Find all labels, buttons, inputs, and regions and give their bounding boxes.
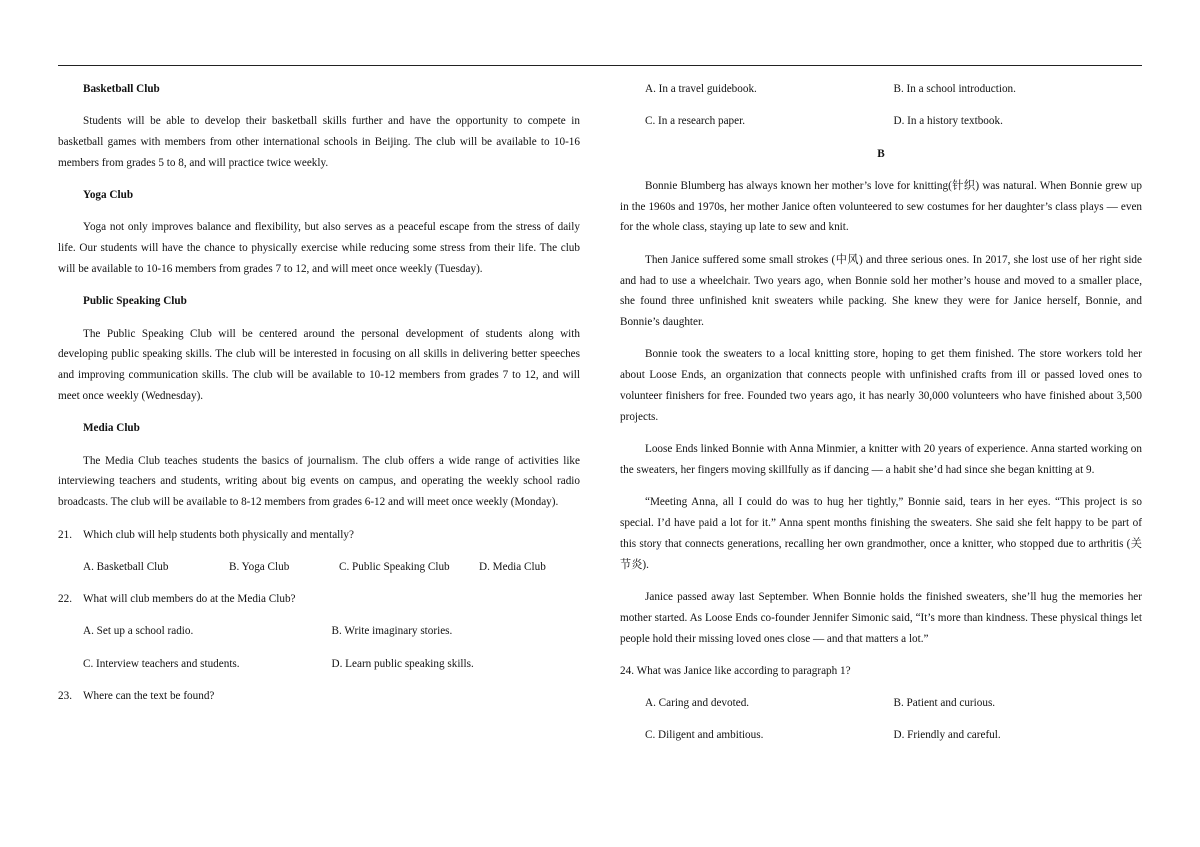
- question-22: [58, 589, 580, 610]
- question-22-options-row-1: [58, 621, 580, 642]
- club-description-yoga: Yoga not only improves balance and flexibility, but also serves as a peaceful escape from the stress of daily life. Our students will have the chance to physically exercise while reducing some stress from their life. The club will be available to 10-16 members from grades 7 to 12, and will meet once weekly (Tuesday).: [58, 221, 580, 276]
- question-22-number: 22.: [58, 593, 72, 606]
- question-23-number: 23.: [58, 690, 72, 703]
- option-22-b[interactable]: B. Write imaginary stories.: [331, 625, 453, 638]
- club-description-basketball: Students will be able to develop their basketball skills further and have the opportunity to compete in basketball games with members from other international schools in Beijing. The club will be available to 10-16 members from grades 5 to 8, and will practice twice weekly.: [58, 115, 580, 169]
- club-description-media: The Media Club teaches students the basics of journalism. The club offers a wide range of activities like interviewing teachers and students, writing about big events on campus, and operating the weekly school radio broadcasts. The club will be available to 8-12 members from grades 6-12 and will meet once weekly (Monday).: [58, 454, 580, 509]
- option-21-b[interactable]: B. Yoga Club: [229, 560, 290, 573]
- option-23-a[interactable]: A. In a travel guidebook.: [645, 83, 757, 95]
- option-24-c[interactable]: C. Diligent and ambitious.: [645, 729, 764, 742]
- option-24-b[interactable]: B. Patient and curious.: [893, 697, 996, 710]
- question-24-options-row-2: [620, 725, 1142, 746]
- question-24: 24. What was Janice like according to paragraph 1?: [620, 664, 851, 677]
- club-heading-public-speaking: Public Speaking Club: [83, 295, 187, 308]
- passage-paragraph-2: Then Janice suffered some small strokes (中风) and three serious ones. In 2017, she lost use of her right side and had to use a wheelchair. Two years ago, when Bonnie sold her mother’s house and moved to a smaller place, she found three unfinished knit sweaters while packing. She knew they were for Janice herself, Bonnie, and Bonnie’s daughter.: [620, 253, 1142, 329]
- question-21-number: 21.: [58, 528, 72, 541]
- question-22-text: What will club members do at the Media Club?: [83, 593, 296, 606]
- question-21-text: Which club will help students both physically and mentally?: [83, 528, 354, 541]
- option-21-d[interactable]: D. Media Club: [479, 560, 546, 573]
- question-23-options-row-2: [620, 111, 1142, 132]
- right-column: [620, 79, 1142, 758]
- passage-paragraph-4: Loose Ends linked Bonnie with Anna Minmier, a knitter with 20 years of experience. Anna started working on the sweaters, her fingers moving skillfully as if dancing — a habit she’d had since she began knitting at 9.: [620, 443, 1142, 476]
- option-22-a[interactable]: A. Set up a school radio.: [83, 625, 194, 638]
- option-22-d[interactable]: D. Learn public speaking skills.: [331, 657, 474, 670]
- passage-paragraph-3: Bonnie took the sweaters to a local knitting store, hoping to get them finished. The store workers told her about Loose Ends, an organization that connects people with unfinished crafts from ill or passed loved ones to volunteer finishers for free. Founded two years ago, it has nearly 30,000 volunteers who have finished about 3,500 projects.: [620, 348, 1142, 423]
- question-23-text: Where can the text be found?: [83, 690, 215, 703]
- section-label: B: [877, 147, 885, 160]
- question-24-options-row-1: [620, 693, 1142, 714]
- passage-paragraph-6: Janice passed away last September. When Bonnie holds the finished sweaters, she’ll hug the memories her mother started. As Loose Ends co-founder Jennifer Simonic said, “It’s more than kindness. These physical things let people hold their missing loved ones close — and that matters a lot.”: [620, 590, 1142, 645]
- passage-paragraph-1: Bonnie Blumberg has always known her mother’s love for knitting(针织) was natural. When Bonnie grew up in the 1960s and 1970s, her mother Janice often volunteered to sew costumes for her daughter’s class plays — even for the whole class, staying up late to sew and knit.: [620, 179, 1142, 234]
- option-24-a[interactable]: A. Caring and devoted.: [645, 697, 750, 710]
- club-heading-basketball: Basketball Club: [83, 83, 160, 95]
- club-heading-yoga: Yoga Club: [83, 189, 134, 202]
- question-23-options-row-1: [620, 79, 1142, 100]
- question-23: [58, 686, 580, 707]
- question-21-options: [58, 557, 580, 578]
- top-rule: [58, 65, 1142, 66]
- club-description-public-speaking: The Public Speaking Club will be centered around the personal development of students along with developing public speaking skills. The club will be interested in focusing on all skills in delivering better speeches and improving communication skills. The club will be available to 10-12 members from grades 7 to 12, and will meet once weekly (Wednesday).: [58, 327, 580, 403]
- option-23-d[interactable]: D. In a history textbook.: [893, 115, 1003, 128]
- question-21: [58, 525, 580, 546]
- option-24-d[interactable]: D. Friendly and careful.: [893, 729, 1001, 742]
- option-21-c[interactable]: C. Public Speaking Club: [339, 560, 450, 573]
- option-23-b[interactable]: B. In a school introduction.: [893, 83, 1016, 95]
- option-22-c[interactable]: C. Interview teachers and students.: [83, 657, 240, 670]
- option-21-a[interactable]: A. Basketball Club: [83, 560, 169, 573]
- question-22-options-row-2: [58, 654, 580, 675]
- passage-paragraph-5: “Meeting Anna, all I could do was to hug her tightly,” Bonnie said, tears in her eyes. “This project is so special. I’d have paid a lot for it.” Anna spent months finishing the sweaters. She said she felt happy to be part of this story that connects generations, recalling her own grandmother, once a knitter, who stopped due to arthritis (关节炎).: [620, 496, 1142, 571]
- option-23-c[interactable]: C. In a research paper.: [645, 115, 746, 128]
- club-heading-media: Media Club: [83, 422, 140, 435]
- left-column: [58, 79, 580, 718]
